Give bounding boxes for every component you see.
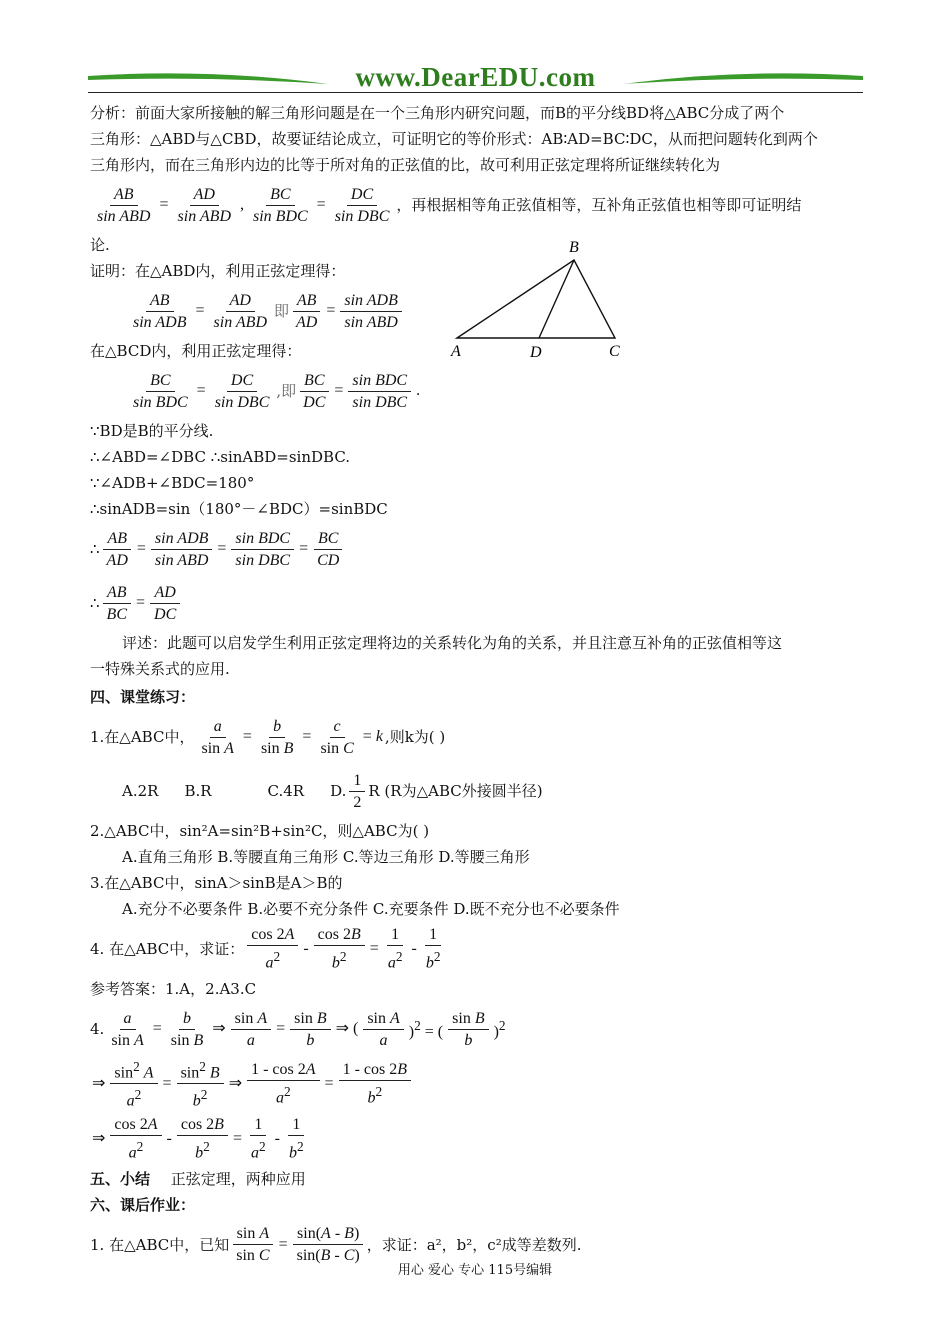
answer-4-step-1: 4. $\frac{a}{\text{sin A}}$ = $\frac{b}{\text{sin B}}$ ⇒ $\frac{\text{sin A}}{a}$ = $\frac{\text{sin B}}{b}$ ⇒ ( $\frac{\text{sin A}}{a}$ )$^2$ = ( $\frac{\text{sin B}}{b}$ )$^2$: [90, 1009, 506, 1049]
site-banner: [88, 60, 863, 98]
proof-step-6: ∴sinADB=sin（180°－∠BDC）=sinBDC: [90, 500, 388, 518]
proof-step-4: ∴∠ABD=∠DBC ∴sinABD=sinDBC.: [90, 448, 351, 466]
vertex-label-d: D: [530, 344, 542, 361]
analysis-line-1: 分析：前面大家所接触的解三角形问题是在一个三角形内研究问题，而B的平分线BD将△ABC分成了两个: [90, 104, 785, 122]
summary-line: [90, 1166, 862, 1192]
q1-option-d-tail: R (R为△ABC外接圆半径): [368, 782, 543, 800]
vertex-label-b: B: [569, 239, 579, 256]
page-footer: 用心 爱心 专心 115号编辑: [397, 1263, 553, 1278]
q1-option-a: A.2R: [122, 782, 159, 800]
therefore-symbol-2: ∴: [90, 594, 100, 612]
practice-q1: 1.在△ABC中， $\frac{a}{\text{sin A}}$ = $\frac{b}{\text{sin B}}$ = $\frac{c}{\text{sin C}}$ = k ,则k为( ): [90, 717, 446, 757]
proof-formula-1: $\frac{AB}{\text{sin ADB}}$ = $\frac{AD}{\text{sin ABD}}$ 即 $\frac{AB}{AD}$ = $\frac{\text{sin ADB}}{\text{sin ABD}}$: [90, 284, 862, 338]
proof-conclusion-formula: ∴ $\frac{AB}{BC}$ = $\frac{AD}{DC}$: [90, 576, 862, 630]
practice-q1-suffix: ,则k为( ): [384, 728, 446, 746]
vertex-label-a: A: [451, 343, 461, 360]
proof-chain-formula: ∴ $\frac{AB}{AD}$ = $\frac{\text{sin ADB}}{\text{sin ABD}}$ = $\frac{\text{sin BDC}}{\text{sin DBC}}$ = $\frac{BC}{CD}$: [90, 522, 862, 576]
comment-line-1: 评述：此题可以启发学生利用正弦定理将边的关系转化为角的关系，并且注意互补角的正弦值相等这: [122, 634, 783, 652]
analysis-formula: $\frac{AB}{\text{sin ABD}}$ = $\frac{AD}{\text{sin ABD}}$ , $\frac{BC}{\text{sin BDC}}$ = $\frac{DC}{\text{sin DBC}}$ ，再根据相等角正弦值相等，互补角正弦值也相等即可证明结: [97, 185, 802, 225]
practice-q4-prefix: 4. 在△ABC中，求证：: [90, 940, 245, 958]
practice-q4: 4. 在△ABC中，求证： $\frac{\cos 2A}{a^2}$ - $\frac{\cos 2B}{b^2}$ = $\frac{1}{a^2}$ - $\frac{1}{b^2}$: [90, 926, 441, 972]
header-rule: [88, 92, 863, 93]
proof-step-3: ∵BD是B的平分线.: [90, 422, 214, 440]
proof-step-1: 证明：在△ABD内，利用正弦定理得：: [90, 262, 346, 280]
homework-q1-suffix: ，求证：a²，b²，c²成等差数列.: [366, 1235, 582, 1254]
practice-heading: 四、课堂练习：: [90, 688, 196, 706]
analysis-line-2: 三角形：△ABD与△CBD，故要证结论成立，可证明它的等价形式：AB∶AD=BC∶DC，从而把问题转化到两个: [90, 130, 818, 148]
therefore-symbol: ∴: [90, 540, 100, 558]
q1-option-d: D.: [330, 782, 347, 800]
practice-q1-prefix: 1.在△ABC中，: [90, 728, 195, 746]
practice-q1-options: A.2R B.R C.4R D. $\frac{1}{2}$ R (R为△ABC外接圆半径): [122, 771, 543, 811]
analysis-last-word: 论.: [90, 236, 110, 254]
practice-q2-options: A.直角三角形 B.等腰直角三角形 C.等边三角形 D.等腰三角形: [122, 848, 530, 866]
ji-word: 即: [274, 302, 290, 320]
answer-4-step-3: ⇒ $\frac{\cos 2A}{a^2}$ - $\frac{\cos 2B}{b^2}$ = $\frac{1}{a^2}$ - $\frac{1}{b^2}$: [92, 1115, 304, 1162]
analysis-formula-tail: ，再根据相等角正弦值相等，互补角正弦值也相等即可证明结: [396, 196, 802, 214]
homework-q1: 1. 在△ABC中，已知 $\frac{\text{sin A}}{\text{sin C}}$ = $\frac{\sin(A - B)}{\sin(B - C)}$ ，求证：a²，b²，c²成等差数列.: [90, 1225, 582, 1265]
analysis-line-3: 三角形内，而在三角形内边的比等于所对角的正弦值的比，故可利用正弦定理将所证继续转化为: [90, 156, 721, 174]
practice-q3: 3.在△ABC中，sinA＞sinB是A＞B的: [90, 874, 343, 892]
q1-option-b: B.R: [184, 782, 212, 800]
answers-line: 参考答案：1.A，2.A3.C: [90, 980, 257, 998]
comment-line-2: 一特殊关系式的应用.: [90, 660, 230, 678]
proof-step-2: 在△BCD内，利用正弦定理得：: [90, 342, 302, 360]
answer-4-prefix: 4.: [90, 1020, 105, 1038]
vertex-label-c: C: [609, 343, 620, 360]
practice-q2: 2.△ABC中，sin²A=sin²B+sin²C，则△ABC为( ): [90, 822, 430, 840]
document-body: [90, 100, 862, 1272]
proof-step-5: ∵∠ADB+∠BDC=180°: [90, 474, 255, 492]
proof-formula-2: $\frac{BC}{\text{sin BDC}}$ = $\frac{DC}{\text{sin DBC}}$ ,即 $\frac{BC}{DC}$ = $\frac{\text{sin BDC}}{\text{sin DBC}}$ .: [133, 371, 421, 411]
q1-option-c: C.4R: [267, 782, 305, 800]
homework-heading: 六、课后作业：: [90, 1195, 196, 1214]
homework-q1-prefix: 1. 在△ABC中，已知: [90, 1235, 230, 1254]
site-title: www.DearEDU.com: [355, 62, 596, 92]
practice-q3-options: A.充分不必要条件 B.必要不充分条件 C.充要条件 D.既不充分也不必要条件: [122, 900, 620, 918]
ji-word-2: ,即: [276, 382, 297, 400]
summary-heading: 五、小结: [90, 1169, 151, 1188]
answer-4-step-2: ⇒ $\frac{\sin^2 A}{a^2}$ = $\frac{\sin^2 B}{b^2}$ ⇒ $\frac{1 - \cos 2A}{a^2}$ = $\frac{1 - \cos 2B}{b^2}$: [90, 1056, 862, 1112]
summary-text: 正弦定理，两种应用: [170, 1169, 306, 1188]
